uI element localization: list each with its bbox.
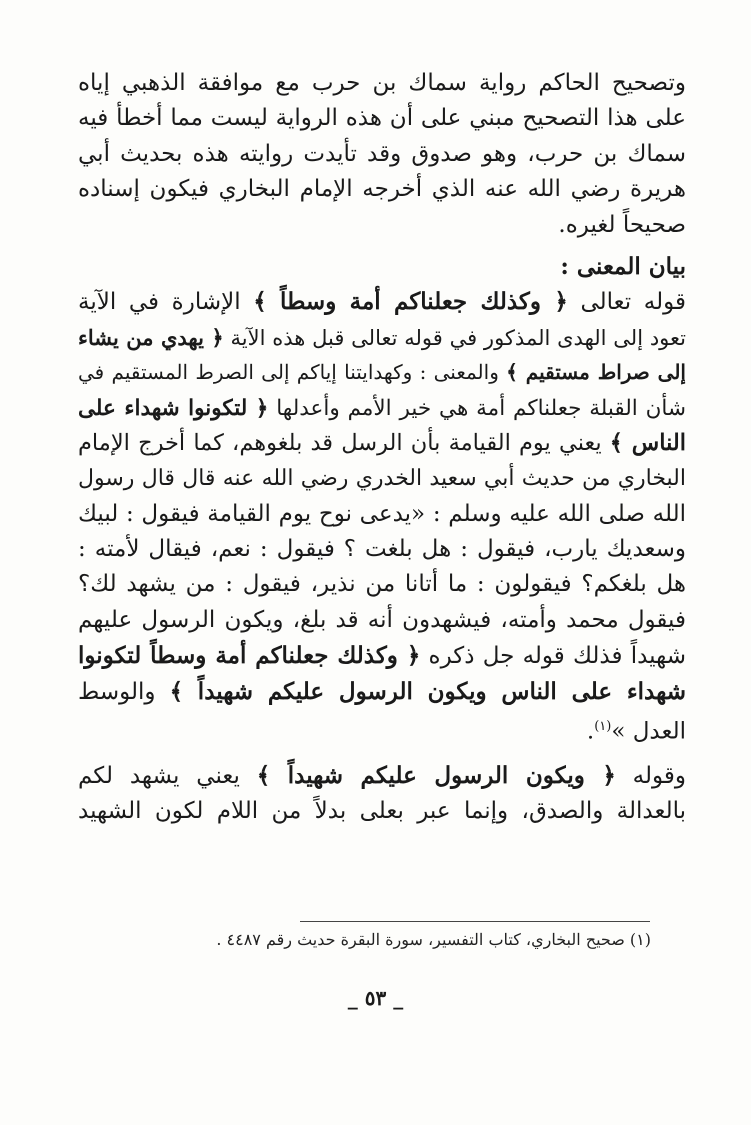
text-line: [78, 567, 686, 602]
footnote: (١) صحيح البخاري، كتاب التفسير، سورة البقرة حديث رقم ٤٤٨٧ .: [216, 930, 651, 949]
quran-quote: ﴿ يهدي من يشاء: [78, 324, 224, 350]
text-line: [78, 284, 686, 319]
text-line: صحيحاً لغيره.: [558, 211, 686, 238]
quran-quote: ﴿ وكذلك جعلناكم أمة وسطاً لتكونوا: [78, 642, 421, 670]
text-span: بالعدالة والصدق، وإنما عبر بعلى بدلاً من اللام لكون الشهيد: [78, 797, 686, 824]
quran-quote: ﴿ لتكونوا شهداء على: [78, 395, 269, 421]
paragraph-2: [78, 284, 686, 744]
text-line: [78, 758, 686, 793]
text-line: [78, 320, 686, 355]
text-line: [78, 426, 686, 461]
text-span: يعني يوم القيامة بأن الرسل قد بلغوهم، كما أخرج الإمام: [78, 429, 610, 456]
page-body: [78, 66, 686, 829]
text-span: .: [586, 718, 595, 745]
text-span: والمعنى : وكهدايتنا إياكم إلى الصرط المستقيم في: [78, 360, 507, 385]
text-span: شهيداً فذلك قوله جل ذكره: [420, 643, 686, 670]
text-line: [78, 794, 686, 829]
text-line: [78, 674, 686, 709]
paragraph-3: [78, 758, 686, 829]
text-line: هريرة رضي الله عنه الذي أخرجه الإمام البخاري فيكون إسناده: [78, 176, 686, 203]
text-span: يعني يشهد لكم: [78, 763, 257, 790]
text-line: [78, 532, 686, 567]
text-span: هل بلغكم؟ فيقولون : ما أتانا من نذير، فيقول : من يشهد لك؟: [78, 571, 686, 598]
text-span: العدل »: [611, 718, 686, 745]
text-line: سماك بن حرب، وهو صدوق وقد تأيدت روايته هذه بحديث أبي: [78, 140, 686, 167]
text-span: البخاري من حديث أبي سعيد الخدري رضي الله عنه قال قال رسول: [78, 466, 686, 492]
page-number: _ ٥٣ _: [347, 986, 404, 1010]
text-span: تعود إلى الهدى المذكور في قوله تعالى قبل هذه الآية: [223, 325, 686, 350]
text-span: قوله تعالى: [567, 289, 686, 316]
text-line: [78, 497, 686, 532]
text-span: الإشارة في الآية: [78, 289, 254, 316]
quran-quote: إلى صراط مستقيم ﴾: [506, 360, 686, 385]
text-line: [78, 603, 686, 638]
text-span: فيقول محمد وأمته، فيشهدون أنه قد بلغ، ويكون الرسول عليهم: [78, 606, 686, 633]
text-span: وسعديك يارب، فيقول : هل بلغت ؟ فيقول : نعم، فيقال لأمته :: [78, 536, 686, 563]
quran-quote: الناس ﴾: [609, 429, 686, 456]
text-span: وقوله: [615, 763, 686, 790]
quran-quote: ﴿ وكذلك جعلناكم أمة وسطاً ﴾: [253, 288, 568, 316]
paragraph-1: [78, 66, 686, 243]
quran-quote: ﴿ ويكون الرسول عليكم شهيداً ﴾: [256, 762, 616, 790]
text-line: [78, 391, 686, 426]
footnote-divider: [300, 921, 650, 922]
text-line: [78, 355, 686, 390]
text-line: على هذا التصحيح مبني على أن هذه الرواية ليست مما أخطأ فيه: [78, 105, 686, 132]
text-line: [78, 709, 686, 744]
text-span: شأن القبلة جعلناكم أمة هي خير الأمم وأعدلها: [268, 395, 686, 421]
text-line: وتصحيح الحاكم رواية سماك بن حرب مع موافقة الذهبي إياه: [78, 70, 686, 96]
text-line: [78, 461, 686, 496]
text-span: والوسط: [78, 678, 170, 705]
quran-quote: شهداء على الناس ويكون الرسول عليكم شهيداً ﴾: [169, 677, 686, 705]
text-span: الله صلى الله عليه وسلم : «يدعى نوح يوم القيامة فيقول : لبيك: [78, 500, 686, 527]
text-line: [78, 638, 686, 673]
section-heading: بيان المعنى :: [560, 252, 686, 280]
footnote-ref: (١): [594, 719, 612, 735]
